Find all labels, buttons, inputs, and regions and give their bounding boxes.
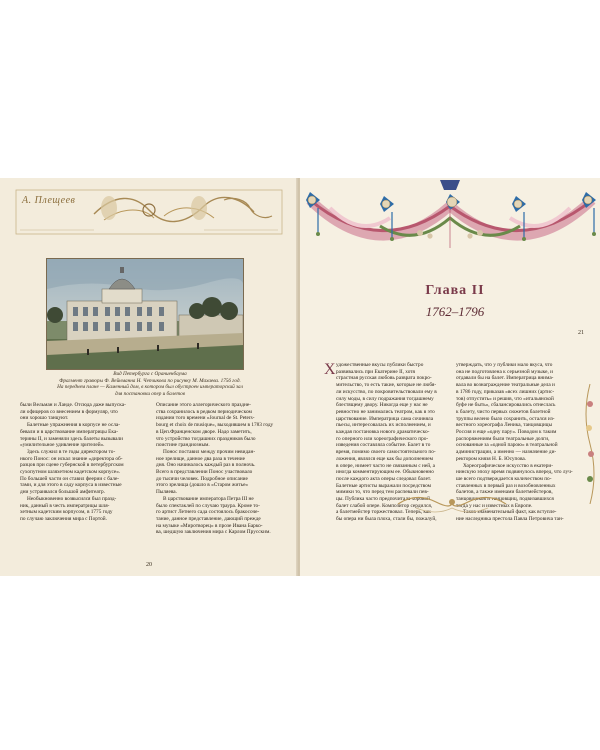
bottom-ornament [396,490,508,516]
garland-ornament [300,178,600,278]
text-line: bourg et choix de musique», выходившем в 1783 году [156,422,274,429]
text-line: поистине грандиозным. [156,442,210,449]
text-line: го артист Летнего сада состоялось бракосоче- [156,509,260,516]
text-line: удожественные вкусы публики быстро [336,362,424,368]
header-ornament [14,186,284,238]
text-line: ник, данный в честь императрицы шля- [20,502,110,509]
text-line: ше всего подтверждается количеством по- [456,475,552,482]
text-line: каждая постановка нового драматическо- [336,429,430,436]
text-line: ное зрелище, данное два раза в течение [156,455,245,462]
text-line: Необыкновенно возвысился был празд- [27,495,117,502]
text-line: балетов, а также именами балетмейстеров, [456,489,553,496]
text-line: разцов при сцене губернской в петербургском [20,462,124,469]
text-line: в опере, нимеет часто не связанным с ней, а [336,462,436,469]
text-line: они хорошо танцуют. [20,415,69,422]
text-line: иногда комментирующим ее. Обыкновенно [336,469,434,476]
text-line: вестного хореографа Леника, танцовщицы [456,422,553,429]
text-line: ние наследника престола Павла Петровича тан- [456,516,564,523]
text-line: Здесь служил в те годы директором то- [27,448,116,455]
text-line: страстная русская любовь разврата покро- [336,375,432,382]
text-line: развивались при Екатерине II, хотя [336,368,415,375]
side-ornament [580,384,600,504]
text-line: мимики то, что перед тем распевали пев- [336,489,429,496]
text-line: ложения, являлся еще как бы дополнением [336,455,433,462]
left-page-column-2 [156,402,284,536]
text-line: ставленных в первый раз и возобновленных [456,482,556,489]
text-line: Россия и еще «одну пару». Поводом к таким [456,429,557,436]
text-line: бы опера ни была плоха, стали бы, пожалуй, [336,516,437,523]
caption-line: для постановки опер и балетов [115,390,185,397]
text-line: блестящему двору. Никогда еще у нас не [336,402,428,409]
left-page-column-1 [20,402,138,523]
text-line: ства сохранилось в редком периодическом [156,408,252,415]
text-line: бевали и в царствование императрицы Ека- [20,428,118,435]
text-line: ли офицеров со внесением в формуляр, что [20,408,118,415]
text-line: цы. Публика часто предпочитала хоровой [336,496,430,503]
text-line: вала во вознаграждение театральные дела и [456,382,555,389]
text-line: изведения составляла событие. Балет в то [336,442,431,449]
caption-line: Фрагмент гравюры Ф. Вейнманна Н. Чепчикова по рисунку М. Махаева. 1756 год. [59,377,241,384]
text-line: царствование. Императрица сама сочиняла [336,415,434,422]
text-line: а балетмейстер торжествовал. Теперь, как [336,509,431,516]
text-line: Всего в представлении Понос участвовало [156,469,253,476]
text-line: ректором князя Н. Б. Юсупова. [456,455,527,462]
text-line: тание, данное представление, дающий прежде [156,515,261,522]
text-line: Хореографическое искусство в екатери- [463,462,554,469]
text-line: танцовщиков и танцовщиц, подвизавшихся [456,496,554,503]
text-line: сухопутном шляхетном кадетском корпусе». [20,469,121,476]
text-line: мительство, то есть такие, которые не любя- [336,382,437,389]
text-line: Понос поставил между прочим невидан- [163,448,256,455]
text-line: издании того времени «Journal de St. Peters- [156,415,255,422]
text-line: она не подготовлена к серьезной музыке, и [456,368,553,375]
text-line: Балетные упражнения в корпусе не осла- [27,422,120,429]
text-line: Таков знаменательный факт, как вступле- [463,509,557,516]
text-line: труппы велено было сохранить, остался из- [456,415,555,422]
text-line: было спектаклей по случаю траура. Кроме то- [156,502,260,509]
text-line: к балету, чисто первых сюжетов балетной [456,408,551,415]
caption-line: Вид Петербурга с Ораниенбаума [113,371,187,377]
illustration-caption [30,371,270,397]
text-line: Балетные артисты выражали посредством [336,482,431,489]
text-line: в Цеп.Франценском дворе. Надо заметить, [156,428,252,435]
right-page [300,178,600,576]
text-line: балет слабой опере. Композитор сердился, [336,502,433,509]
text-line: В царствование императора Петра III не [163,495,254,502]
text-line: тами, и для этого в саду корпуса в известные [20,482,122,489]
chapter-title: Глава II [425,283,485,298]
text-line: на музыке «Миротворец» в прозе Ивана Барко- [156,522,263,529]
text-line: го оперного или хореографического про- [336,435,429,442]
text-line: По большей части он ставил феерии с бале- [20,475,120,482]
text-line: в 1786 году, приказав «всех лишних (артис- [456,388,555,395]
left-page [0,178,298,576]
text-line: буфе не быть», сбалансировались отнеслась [456,402,556,409]
text-line: были Вельман и Ланде. Отсюда даже выпуска- [20,402,126,408]
text-line: до тысячи человек. Подробное описание [156,475,248,482]
text-line: утверждать, что у публики мало вкуса, что [456,362,553,368]
author-name: А. Плещеев [22,195,76,206]
text-line: ли искусство, по покровительствовали ему в [336,388,437,395]
text-line: дни устраивался большой амфитеатр. [20,489,105,496]
engraving-illustration [46,258,244,370]
text-line: Пыляева. [156,489,177,496]
text-line: после каждого акта оперы следовал балет. [336,475,432,482]
text-line: «умилительное удивление зрителей». [20,442,105,449]
text-line: хетным кадетским корпусом, в 1775 году [20,509,113,516]
drop-cap-letter: Х [324,361,336,378]
chapter-years: 1762–1796 [425,304,485,319]
text-line: распоряжениям были театральные долги, [456,435,550,442]
text-line: нкого Понос: он искал знание «директора об- [20,455,123,462]
text-line: отдавали бы на балет. Императрица внима- [456,375,554,382]
text-line: терины II, и заменяли здесь балеты вызывали [20,435,123,442]
text-line: ревностно не занимались театром, как в это [336,408,435,415]
text-line: тов) отпустить» и решив, что «итальянской [456,395,554,402]
text-line: время, помимо своего самостоятельного по- [336,449,436,456]
text-line: тогда у нас и известных в Европе. [456,502,533,509]
text-line: ва, шедшую заключения мира с Карлом Прусским. [156,529,271,536]
text-line: Описание этого аллегорического праздне- [156,402,251,408]
book-spread [0,178,600,576]
caption-line: На переднем плане — Каменный дом, в котором был обустроен императорский зал [57,384,243,391]
text-line: силу моды, в силу подражания тогдашнему [336,395,434,402]
text-line: дня. Оно начиналось каждый раз в полночь. [156,462,256,469]
text-line: этого зрелища (дошло в «Старом житье» [156,482,249,489]
text-line: нинскую эпоху время подвинулось вперед, что луч- [456,469,573,476]
page-number-right: 21 [578,330,584,336]
text-line: что устройство тогдашних праздников было [156,435,256,442]
text-line: администрации, а именно — назначение ди- [456,449,557,456]
text-line: пьесы, интересовалась их исполнением, и [336,422,431,429]
text-line: по случаю заключения мира с Портой. [20,515,107,522]
text-line: основанные за «одной парою» в театральной [456,442,558,449]
palace-engraving-image [47,259,243,369]
page-number-left: 20 [146,562,152,568]
